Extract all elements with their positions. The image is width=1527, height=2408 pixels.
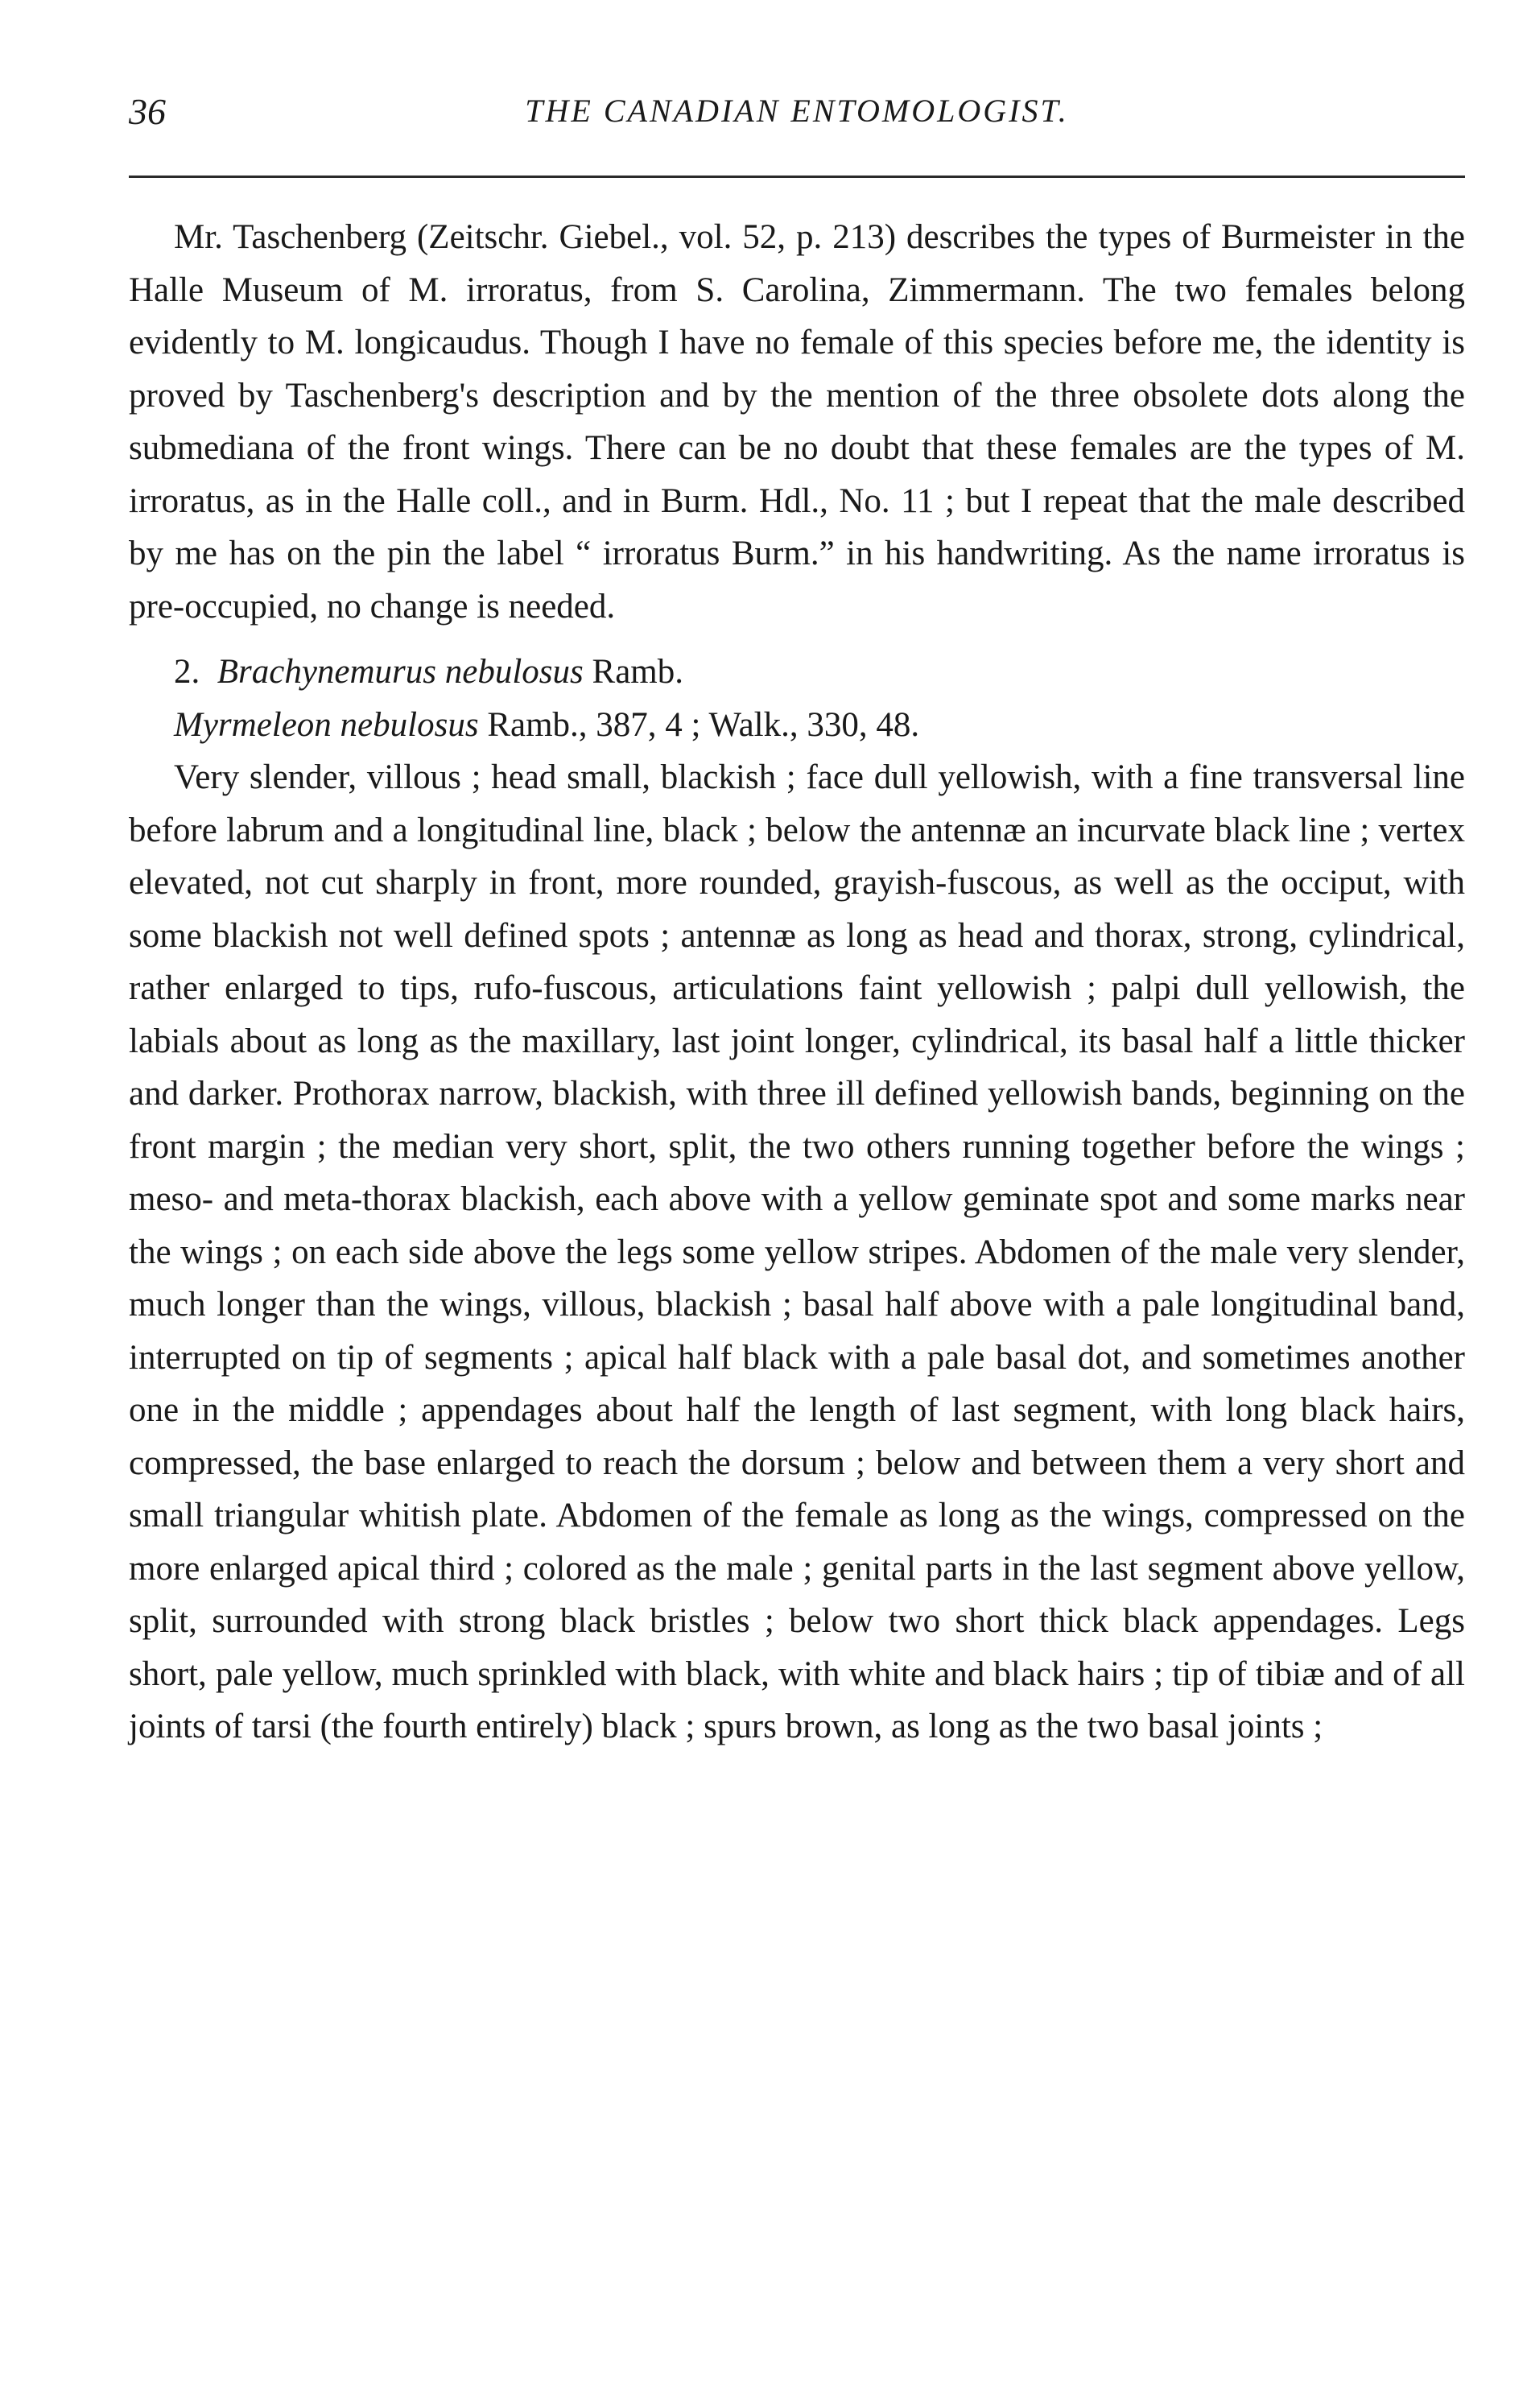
journal-title: THE CANADIAN ENTOMOLOGIST. — [525, 93, 1069, 129]
species-name: Brachynemurus nebulosus — [217, 653, 584, 691]
species-description: Very slender, villous ; head small, blackish ; face dull yellowish, with a fine transversal line before labrum and a longitudinal line, black ; below the antennæ an incurvate black line ; vertex elevated, not cut sharply in front, more rounded, grayish-fuscous, as well as the occiput, with some blackish not well defined spots ; antennæ as long as head and thorax, strong, cylindrical, rather enlarged to tips, rufo-fuscous, articulations faint yellowish ; palpi dull yellowish, the labials about as long as the maxillary, last joint longer, cylindrical, its basal half a little thicker and darker. Prothorax narrow, blackish, with three ill defined yellowish bands, beginning on the front margin ; the median very short, split, the two others running together before the wings ; meso- and meta-thorax blackish, each above with a yellow geminate spot and some marks near the wings ; on each side above the legs some yellow stripes. Abdomen of the male very slender, much longer than the wings, villous, blackish ; basal half above with a pale longitudinal band, interrupted on tip of segments ; apical half black with a pale basal dot, and sometimes another one in the middle ; appendages about half the length of last segment, with long black hairs, compressed, the base enlarged to reach the dorsum ; below and between them a very short and small triangular whitish plate. Abdomen of the female as long as the wings, compressed on the more enlarged apical third ; colored as the male ; genital parts in the last segment above yellow, split, surrounded with strong black bristles ; below two short thick black appendages. Legs short, pale yellow, much sprinkled with black, with white and black hairs ; tip of tibiæ and of all joints of tarsi (the fourth entirely) black ; spurs brown, as long as the two basal joints ; — [129, 758, 1465, 1745]
synonym-line — [129, 699, 1465, 752]
text-body — [129, 211, 1465, 1766]
synonym-name: Myrmeleon nebulosus — [174, 705, 479, 744]
paragraph-taschenberg: Mr. Taschenberg (Zeitschr. Giebel., vol. 52, p. 213) describes the types of Burmeister in the Halle Museum of M. irroratus, from S. Carolina, Zimmermann. The two females belong evidently to M. longicaudus. Though I have no female of this species before me, the identity is proved by Taschenberg's description and by the mention of the three obsolete dots along the submediana of the front wings. There can be no doubt that these females are the types of M. irroratus, as in the Halle coll., and in Burm. Hdl., No. 11 ; but I repeat that the male described by me has on the pin the label “ irroratus Burm.” in his handwriting. As the name irroratus is pre-occupied, no change is needed. — [129, 218, 1465, 626]
header-rule — [129, 176, 1465, 178]
synonym-reference: Ramb., 387, 4 ; Walk., 330, 48. — [487, 705, 920, 744]
species-author: Ramb. — [592, 653, 683, 691]
page-number: 36 — [129, 91, 166, 132]
species-number: 2. — [174, 653, 200, 691]
running-head — [129, 90, 1465, 147]
species-heading — [129, 646, 1465, 699]
